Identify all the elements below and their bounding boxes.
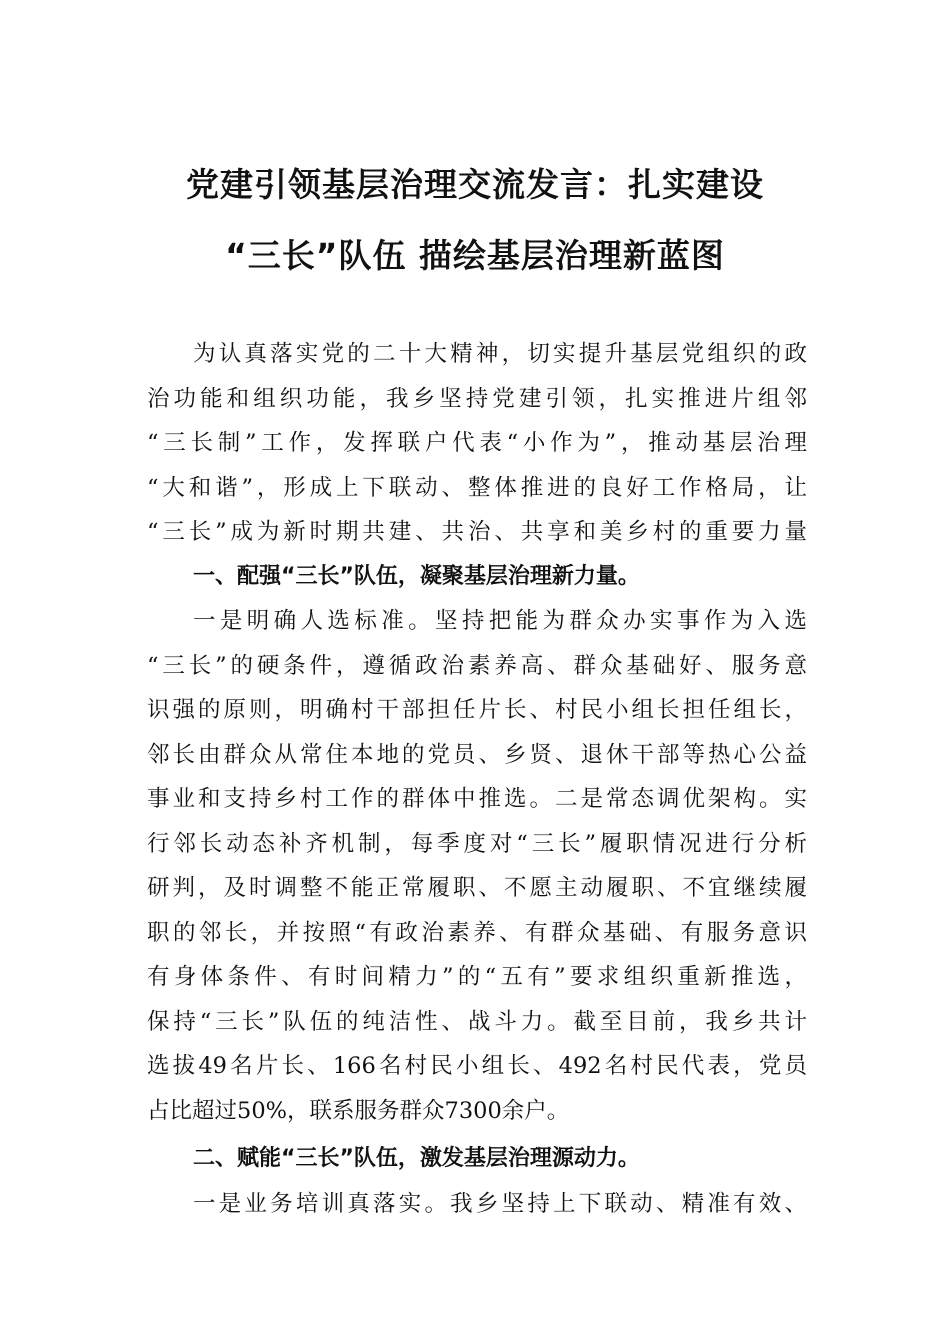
paragraph-line: 事业和支持乡村工作的群体中推选。二是常态调优架构。实 bbox=[147, 786, 807, 812]
paragraph-line: 一是业务培训真落实。我乡坚持上下联动、精准有效、 bbox=[193, 1190, 807, 1217]
paragraph-line: 选拔49名片长、166名村民小组长、492名村民代表，党员 bbox=[147, 1053, 807, 1079]
document-body bbox=[147, 332, 807, 1226]
paragraph-line: 行邻长动态补齐机制，每季度对“三长”履职情况进行分析 bbox=[147, 830, 807, 857]
paragraph-line: 职的邻长，并按照“有政治素养、有群众基础、有服务意识 bbox=[147, 919, 807, 946]
paragraph-line: “三长制”工作，发挥联户代表“小作为”，推动基层治理 bbox=[147, 430, 807, 456]
paragraph-line: 有身体条件、有时间精力”的“五有”要求组织重新推选， bbox=[147, 964, 807, 990]
paragraph-line: 占比超过50%，联系服务群众7300余户。 bbox=[147, 1097, 570, 1124]
paragraph-line: 保持“三长”队伍的纯洁性、战斗力。截至目前，我乡共计 bbox=[147, 1008, 807, 1035]
paragraph-line: 为认真落实党的二十大精神，切实提升基层党组织的政 bbox=[193, 341, 807, 367]
paragraph-line: 一是明确人选标准。坚持把能为群众办实事作为入选 bbox=[193, 608, 807, 634]
paragraph-line: “三长”的硬条件，遵循政治素养高、群众基础好、服务意 bbox=[147, 652, 807, 679]
paragraph-line: 识强的原则，明确村干部担任片长、村民小组长担任组长， bbox=[147, 697, 807, 723]
section-heading-2: 二、赋能“三长”队伍，激发基层治理源动力。 bbox=[193, 1146, 640, 1171]
paragraph-line: “大和谐”，形成上下联动、整体推进的良好工作格局，让 bbox=[147, 474, 807, 501]
paragraph-line: 研判，及时调整不能正常履职、不愿主动履职、不宜继续履 bbox=[147, 875, 807, 901]
paragraph-line: 邻长由群众从常住本地的党员、乡贤、退休干部等热心公益 bbox=[147, 741, 807, 768]
paragraph-line: “三长”成为新时期共建、共治、共享和美乡村的重要力量 bbox=[147, 519, 807, 545]
document-title-line-1: 党建引领基层治理交流发言：扎实建设 bbox=[186, 165, 764, 204]
document-title-line-2: “三长”队伍 描绘基层治理新蓝图 bbox=[225, 236, 725, 275]
section-heading-1: 一、配强“三长”队伍，凝聚基层治理新力量。 bbox=[193, 563, 640, 589]
paragraph-line: 治功能和组织功能，我乡坚持党建引领，扎实推进片组邻 bbox=[147, 385, 807, 412]
